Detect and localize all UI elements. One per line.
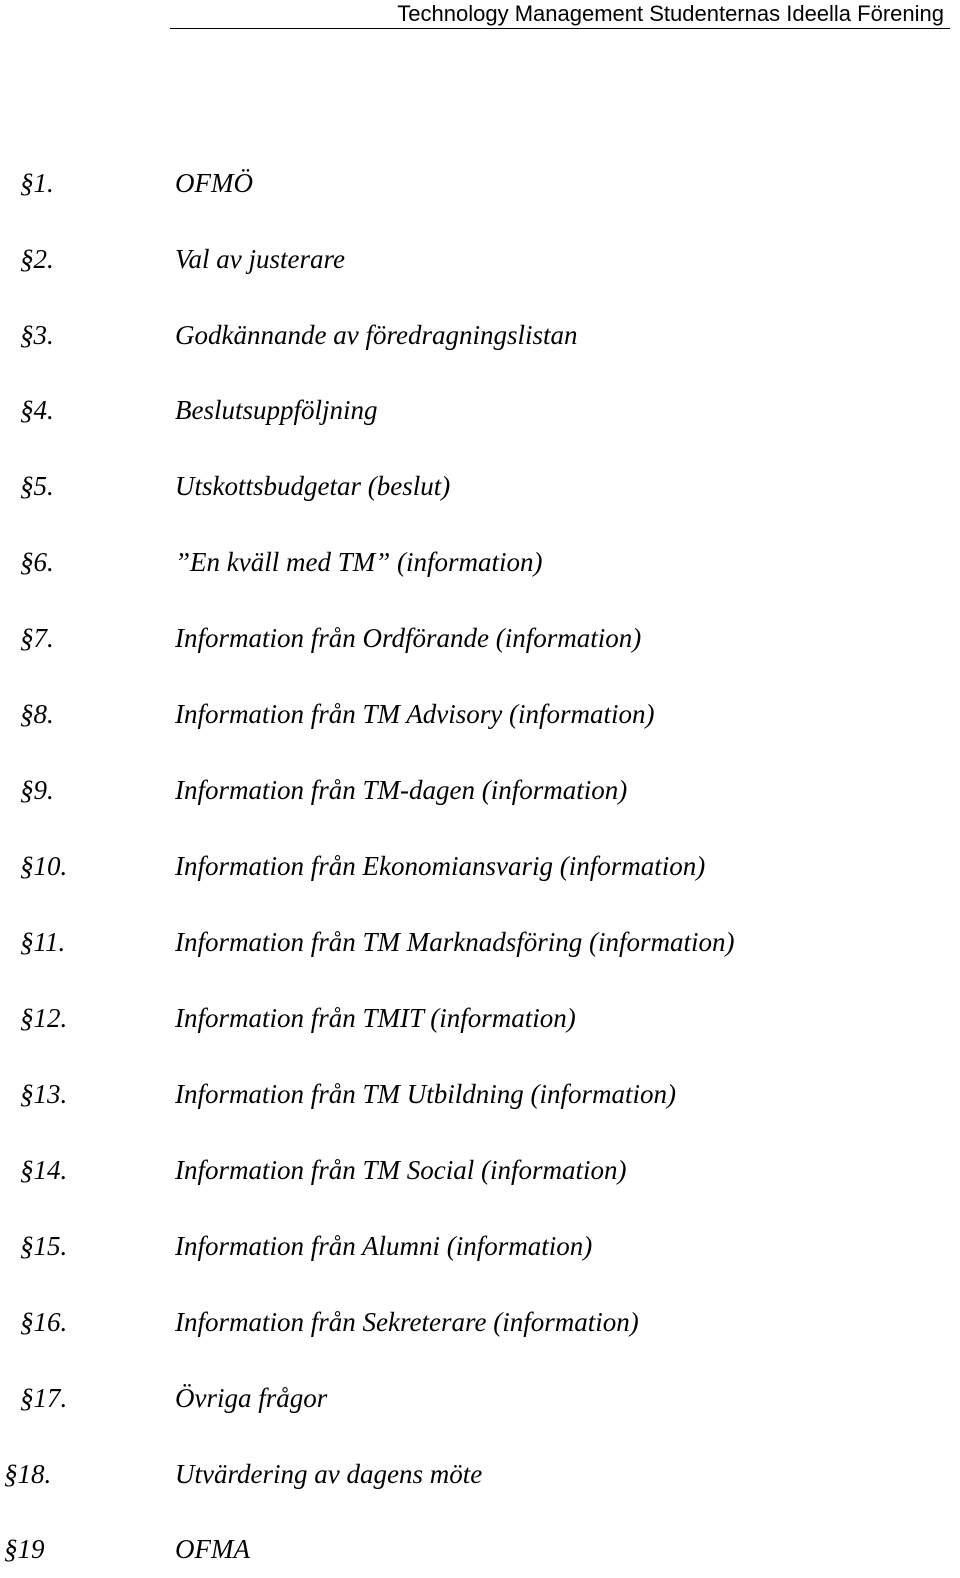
agenda-item [0,1534,960,1574]
agenda-item-title: Information från TMIT (information) [175,1003,576,1033]
agenda-item-number: §3. [20,320,54,350]
agenda-item-number: §4. [20,395,54,425]
agenda-item [0,1307,960,1347]
agenda-item-title: Övriga frågor [175,1383,328,1413]
agenda-item-number: §11. [20,927,66,957]
agenda-item-title: Information från TM-dagen (information) [175,775,628,805]
agenda-item-title: OFMÖ [175,168,253,198]
agenda-item-number: §7. [20,623,54,653]
agenda-item-title: Information från TM Social (information) [175,1155,627,1185]
agenda-item [0,851,960,891]
agenda-item [0,320,960,360]
agenda-item [0,1079,960,1119]
agenda-item [0,1383,960,1423]
agenda-item-title: Information från TM Utbildning (information) [175,1079,677,1109]
agenda-item [0,168,960,208]
agenda-item-number: §5. [20,471,54,501]
agenda-item-number: §18. [4,1459,52,1489]
header-org-name: Technology Management Studenternas Ideella Förening [397,1,944,26]
agenda-item-number: §19 [4,1534,45,1564]
agenda-item-number: §10. [20,851,68,881]
agenda-item [0,1231,960,1271]
page-header [170,0,950,29]
agenda-item-title: Utvärdering av dagens möte [175,1459,483,1489]
agenda-item-number: §8. [20,699,54,729]
agenda-item-number: §6. [20,547,54,577]
agenda-item-number: §17. [20,1383,68,1413]
agenda-item-title: Beslutsuppföljning [175,395,378,425]
agenda-item [0,623,960,663]
agenda-item [0,927,960,967]
agenda-item-title: Information från TM Advisory (information) [175,699,655,729]
agenda-item [0,395,960,435]
agenda-item-title: Val av justerare [175,244,345,274]
agenda-item-number: §13. [20,1079,68,1109]
agenda-item-number: §15. [20,1231,68,1261]
agenda-item-title: Information från Alumni (information) [175,1231,593,1261]
agenda-item [0,1459,960,1499]
agenda-item-number: §14. [20,1155,68,1185]
agenda-item-title: Information från Ordförande (information) [175,623,642,653]
agenda-item-number: §1. [20,168,54,198]
agenda-item-number: §16. [20,1307,68,1337]
agenda-item-title: Information från Sekreterare (information) [175,1307,639,1337]
agenda-item [0,1003,960,1043]
agenda-item-title: OFMA [175,1534,250,1564]
agenda-item-number: §9. [20,775,54,805]
agenda-item [0,471,960,511]
agenda-item-title: Godkännande av föredragningslistan [175,320,578,350]
agenda-item [0,1155,960,1195]
agenda-item-number: §2. [20,244,54,274]
agenda-item-title: ”En kväll med TM” (information) [175,547,543,577]
agenda-item [0,244,960,284]
agenda-item-title: Utskottsbudgetar (beslut) [175,471,451,501]
agenda-item-title: Information från Ekonomiansvarig (information) [175,851,706,881]
agenda-item-title: Information från TM Marknadsföring (information) [175,927,735,957]
agenda-item [0,699,960,739]
agenda-item-number: §12. [20,1003,68,1033]
agenda-item [0,775,960,815]
agenda-item [0,547,960,587]
